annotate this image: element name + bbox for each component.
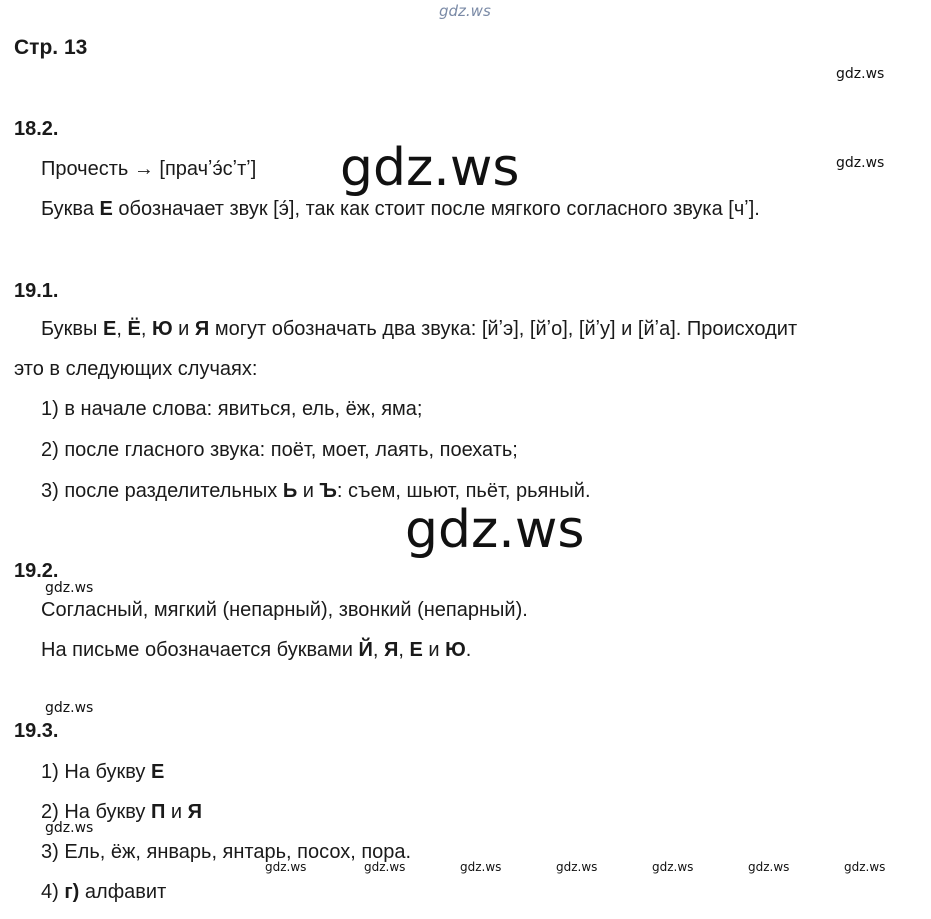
section-number-19-3: 19.3. — [14, 720, 59, 742]
watermark-small: gdz.ws — [45, 820, 94, 836]
text-line: На письме обозначается буквами Й, Я, Е и Ю. — [41, 639, 472, 661]
text-line: Прочесть → [прачʼэ́сʼтʼ] — [41, 158, 257, 180]
section-number-19-1: 19.1. — [14, 280, 59, 302]
watermark-tiny: gdz.ws — [844, 860, 886, 874]
watermark-small: gdz.ws — [45, 700, 94, 716]
watermark-large: gdz.ws — [340, 138, 520, 198]
watermark-small: gdz.ws — [836, 66, 885, 82]
watermark-tiny: gdz.ws — [364, 860, 406, 874]
list-item: 2) после гласного звука: поёт, моет, лаять, поехать; — [41, 439, 518, 461]
list-item: 4) г) алфавит — [41, 881, 167, 903]
text-line: Согласный, мягкий (непарный), звонкий (непарный). — [41, 599, 528, 621]
text-line: Буквы Е, Ё, Ю и Я могут обозначать два звука: [йʼэ], [йʼо], [йʼу] и [йʼа]. Происходит — [41, 318, 798, 340]
text-line: это в следующих случаях: — [14, 358, 258, 380]
watermark-top: gdz.ws — [439, 2, 491, 20]
list-item: 3) после разделительных Ь и Ъ: съем, шьют, пьёт, рьяный. — [41, 480, 591, 502]
list-item: 1) в начале слова: явиться, ель, ёж, яма; — [41, 398, 423, 420]
section-number-19-2: 19.2. — [14, 560, 59, 582]
watermark-small: gdz.ws — [836, 155, 885, 171]
watermark-tiny: gdz.ws — [460, 860, 502, 874]
text-line: Буква Е обозначает звук [э́], так как стоит после мягкого согласного звука [чʼ]. — [41, 198, 760, 220]
watermark-tiny: gdz.ws — [265, 860, 307, 874]
watermark-tiny: gdz.ws — [652, 860, 694, 874]
list-item: 3) Ель, ёж, январь, янтарь, посох, пора. — [41, 841, 412, 863]
section-number-18-2: 18.2. — [14, 118, 59, 140]
page-title: Стр. 13 — [14, 36, 88, 59]
watermark-large: gdz.ws — [405, 500, 585, 560]
list-item: 2) На букву П и Я — [41, 801, 203, 823]
watermark-tiny: gdz.ws — [556, 860, 598, 874]
watermark-tiny: gdz.ws — [748, 860, 790, 874]
watermark-small: gdz.ws — [45, 580, 94, 596]
list-item: 1) На букву Е — [41, 761, 165, 783]
